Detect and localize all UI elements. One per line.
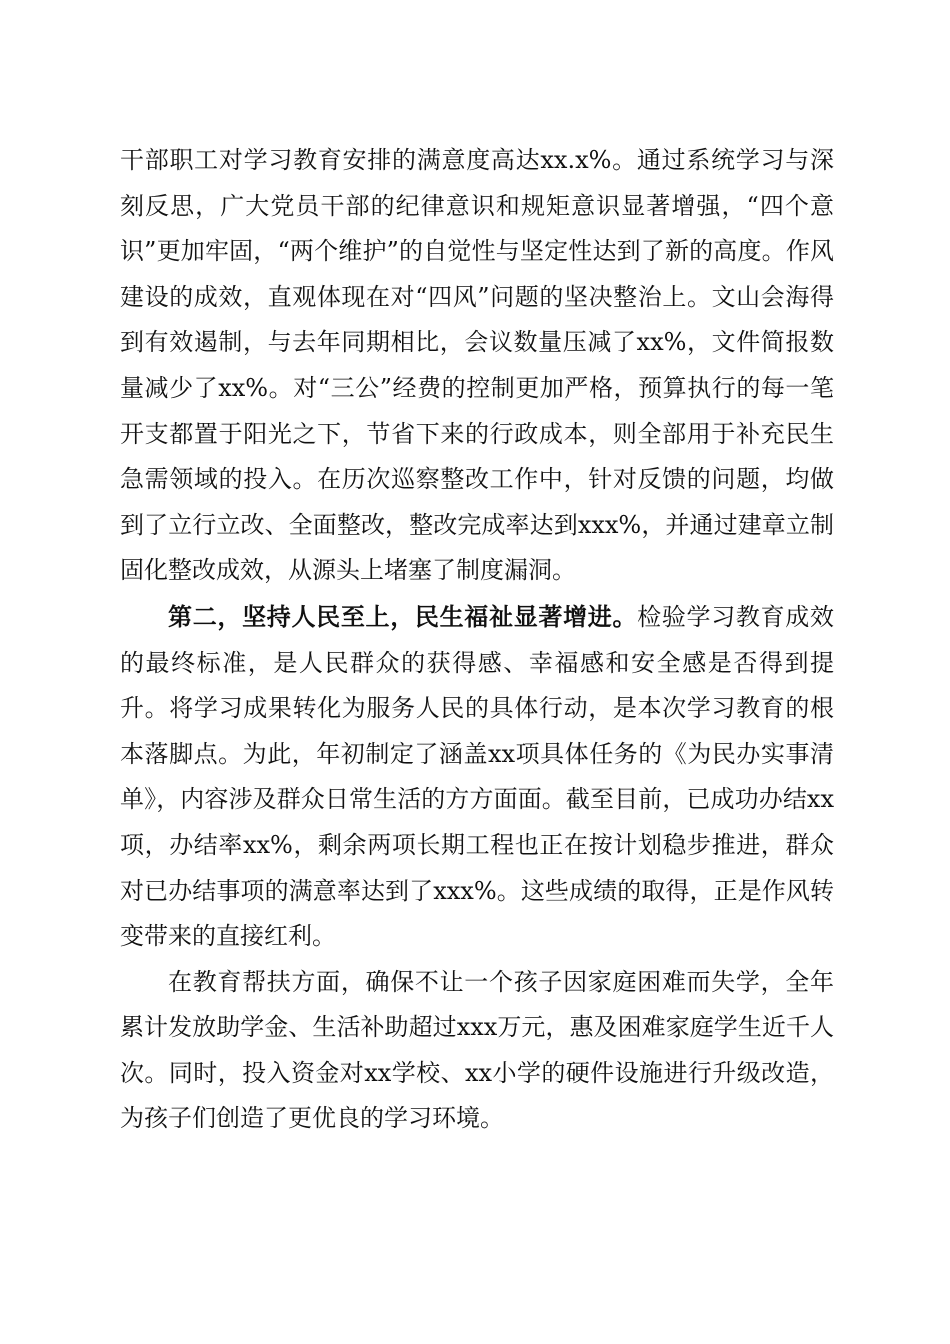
paragraph-second-point xyxy=(120,594,834,960)
paragraph-text: 在教育帮扶方面，确保不让一个孩子因家庭困难而失学，全年累计发放助学金、生活补助超过xxx万元，惠及困难家庭学生近千人次。同时，投入资金对xx学校、xx小学的硬件设施进行升级改造，为孩子们创造了更优良的学习环境。 xyxy=(120,967,834,1133)
document-body xyxy=(120,138,834,1142)
paragraph-text: 检验学习教育成效的最终标准，是人民群众的获得感、幸福感和安全感是否得到提升。将学习成果转化为服务人民的具体行动，是本次学习教育的根本落脚点。为此，年初制定了涵盖xx项具体任务的《为民办实事清单》，内容涉及群众日常生活的方方面面。截至目前，已成功办结xx项，办结率xx%，剩余两项长期工程也正在按计划稳步推进，群众对已办结事项的满意率达到了xxx%。这些成绩的取得，正是作风转变带来的直接红利。 xyxy=(120,602,835,951)
paragraph-continued xyxy=(120,138,834,594)
paragraph-education-support xyxy=(120,960,834,1142)
paragraph-heading: 第二，坚持人民至上，民生福祉显著增进。 xyxy=(168,601,638,631)
paragraph-text: 干部职工对学习教育安排的满意度高达xx.x%。通过系统学习与深刻反思，广大党员干部的纪律意识和规矩意识显著增强，“四个意识”更加牢固，“两个维护”的自觉性与坚定性达到了新的高度。作风建设的成效，直观体现在对“四风”问题的坚决整治上。文山会海得到有效遏制，与去年同期相比，会议数量压减了xx%，文件简报数量减少了xx%。对“三公”经费的控制更加严格，预算执行的每一笔开支都置于阳光之下，节省下来的行政成本，则全部用于补充民生急需领域的投入。在历次巡察整改工作中，针对反馈的问题，均做到了立行立改、全面整改，整改完成率达到xxx%，并通过建章立制固化整改成效，从源头上堵塞了制度漏洞。 xyxy=(120,146,834,585)
